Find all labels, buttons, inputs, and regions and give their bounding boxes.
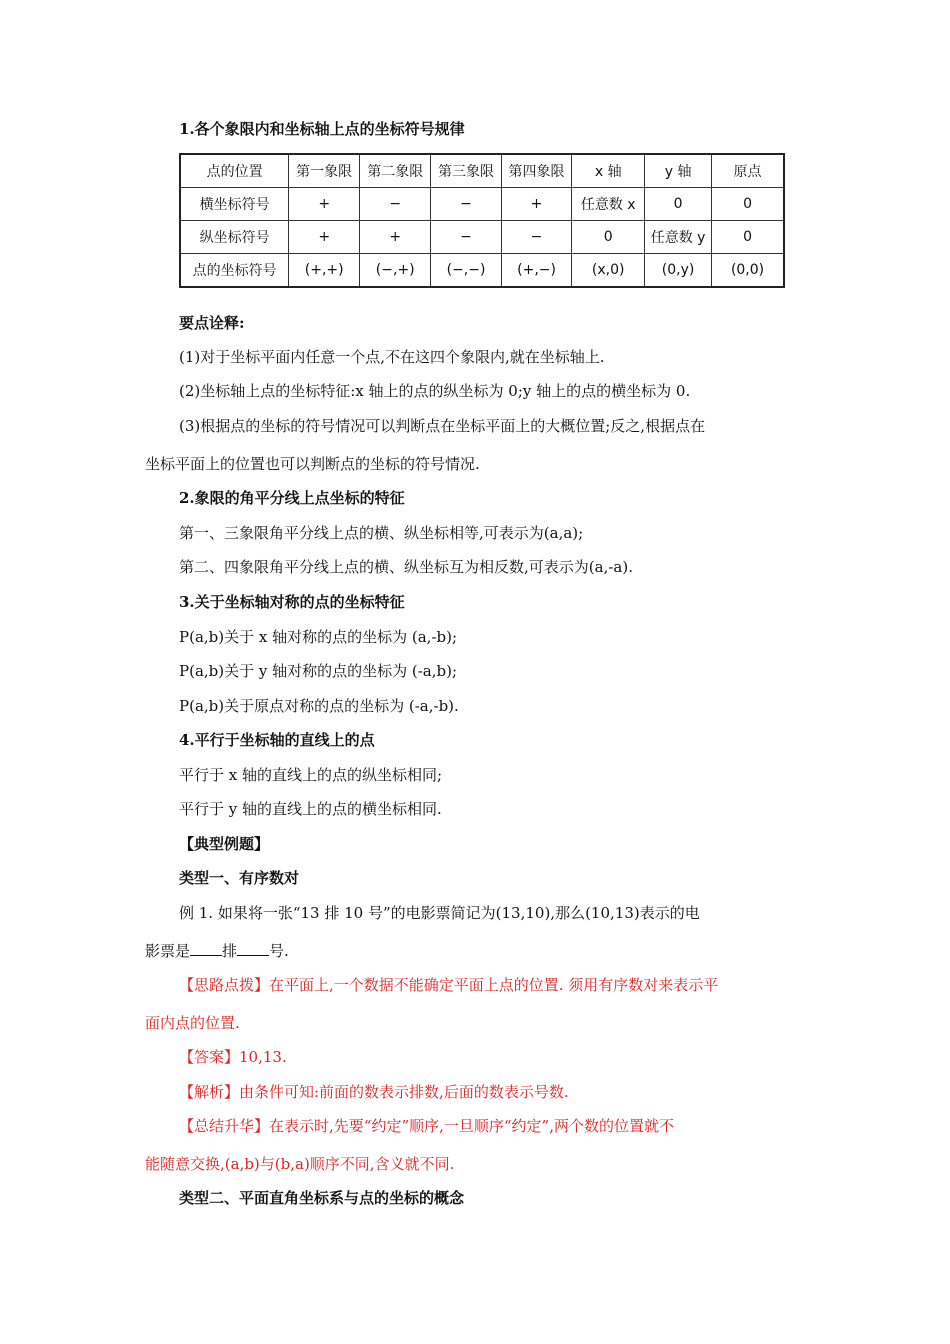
examples-heading: 【典型例题】 [179,835,270,853]
example1-text-cont [145,941,289,961]
table-cell: (+,−) [501,254,572,288]
summary-text: 【总结升华】在表示时,先要“约定”顺序,一旦顺序“约定”,两个数的位置就不 [179,1117,674,1135]
hint-text: 【思路点拨】在平面上,一个数据不能确定平面上点的位置. 须用有序数对来表示平 [179,976,719,994]
table-cell: + [501,188,572,221]
note-line: (1)对于坐标平面内任意一个点,不在这四个象限内,就在坐标轴上. [179,348,605,366]
note-line: (3)根据点的坐标的符号情况可以判断点在坐标平面上的大概位置;反之,根据点在 [179,417,706,435]
example1-mid: 排 [222,942,238,960]
analysis-text: 【解析】由条件可知:前面的数表示排数,后面的数表示号数. [179,1083,569,1101]
table-cell: 点的坐标符号 [180,254,289,288]
section3-title: 3.关于坐标轴对称的点的坐标特征 [179,593,405,611]
answer-text: 【答案】10,13. [179,1048,287,1066]
hint-text-cont: 面内点的位置. [145,1014,240,1032]
table-cell: + [289,221,360,254]
section1-title: 1.各个象限内和坐标轴上点的坐标符号规律 [179,120,465,138]
table-header: 原点 [712,154,784,188]
table-cell: (x,0) [572,254,645,288]
summary-text-cont: 能随意交换,(a,b)与(b,a)顺序不同,含义就不同. [145,1155,455,1173]
example1-text: 例 1. 如果将一张“13 排 10 号”的电影票简记为(13,10),那么(10,13)表示的电 [179,904,700,922]
table-cell: + [289,188,360,221]
coordinate-sign-table [179,153,785,288]
section2-title: 2.象限的角平分线上点坐标的特征 [179,489,405,507]
table-cell: (+,+) [289,254,360,288]
type2-title: 类型二、平面直角坐标系与点的坐标的概念 [179,1189,465,1207]
body-line: 平行于 y 轴的直线上的点的横坐标相同. [179,800,442,818]
table-cell: − [431,221,502,254]
table-header: y 轴 [645,154,712,188]
table-header: 第二象限 [360,154,431,188]
table-cell: (−,+) [360,254,431,288]
body-line: 第一、三象限角平分线上点的横、纵坐标相等,可表示为(a,a); [179,524,584,542]
note-line: 坐标平面上的位置也可以判断点的坐标的符号情况. [145,455,480,473]
body-line: 平行于 x 轴的直线上的点的纵坐标相同; [179,766,443,784]
table-row [180,254,784,288]
table-row [180,221,784,254]
table-cell: 0 [712,188,784,221]
body-line: 第二、四象限角平分线上点的横、纵坐标互为相反数,可表示为(a,-a). [179,558,633,576]
table-cell: 纵坐标符号 [180,221,289,254]
table-cell: (0,0) [712,254,784,288]
table-cell: 任意数 y [645,221,712,254]
table-cell: 横坐标符号 [180,188,289,221]
table-cell: − [431,188,502,221]
table-row [180,188,784,221]
table-cell: (0,y) [645,254,712,288]
table-cell: 0 [572,221,645,254]
body-line: P(a,b)关于 x 轴对称的点的坐标为 (a,-b); [179,628,458,646]
answer-blank [190,941,222,956]
answer-blank [237,941,269,956]
notes-title: 要点诠释: [179,314,245,332]
type1-title: 类型一、有序数对 [179,869,300,887]
table-cell: 任意数 x [572,188,645,221]
table-cell: − [360,188,431,221]
section4-title: 4.平行于坐标轴的直线上的点 [179,731,375,749]
table-header-row [180,154,784,188]
table-header: 第三象限 [431,154,502,188]
table-cell: (−,−) [431,254,502,288]
table-cell: 0 [712,221,784,254]
example1-prefix: 影票是 [145,942,191,960]
table-cell: − [501,221,572,254]
table-cell: 0 [645,188,712,221]
example1-suffix: 号. [269,942,289,960]
table-header: 点的位置 [180,154,289,188]
note-line: (2)坐标轴上点的坐标特征:x 轴上的点的纵坐标为 0;y 轴上的点的横坐标为 0. [179,382,691,400]
table-header: 第一象限 [289,154,360,188]
table-header: x 轴 [572,154,645,188]
table-header: 第四象限 [501,154,572,188]
table-cell: + [360,221,431,254]
body-line: P(a,b)关于 y 轴对称的点的坐标为 (-a,b); [179,662,458,680]
body-line: P(a,b)关于原点对称的点的坐标为 (-a,-b). [179,697,459,715]
